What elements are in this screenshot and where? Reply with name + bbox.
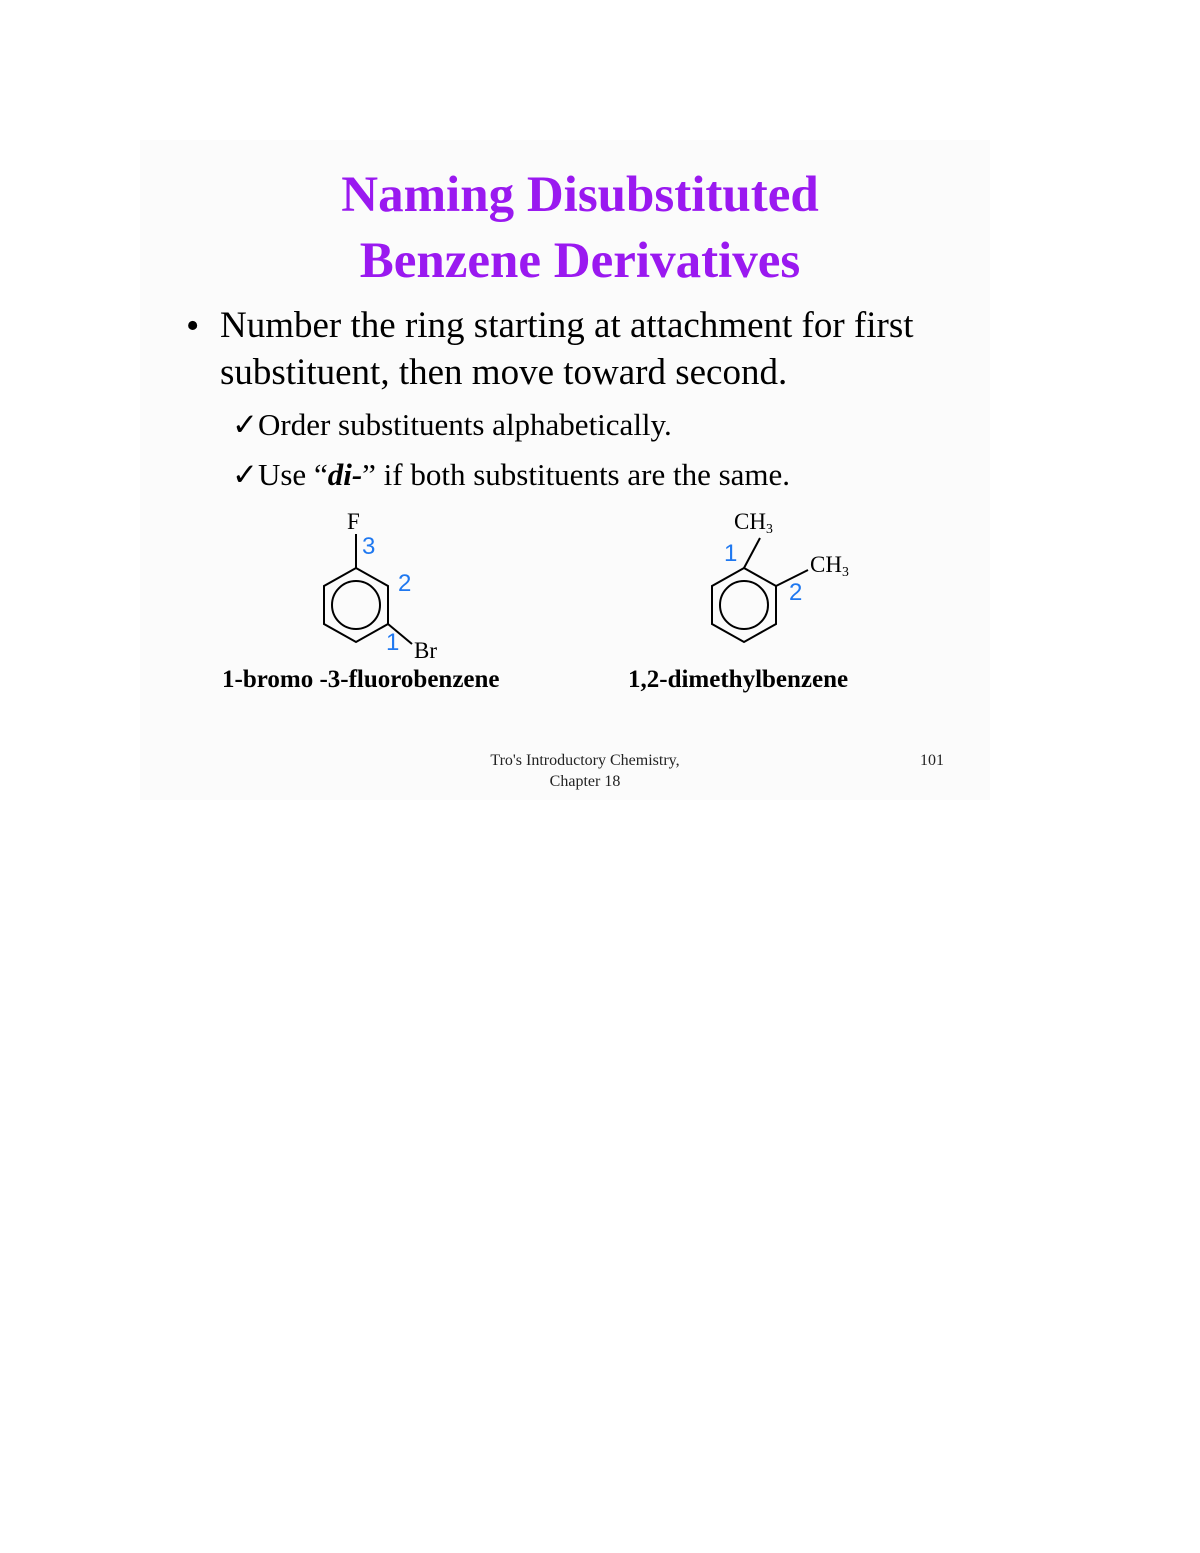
bullet-marker: • [186,305,200,347]
fluorine-label: F [347,509,360,534]
locant-1: 1 [724,540,738,567]
locant-2: 2 [398,570,412,597]
methyl-label-1: $CH_3$ [734,509,773,536]
subpoint-alphabetical-text: Order substituents alphabetically. [257,407,672,442]
di-prefix-emphasis: di- [327,457,363,492]
aromatic-circle-2 [720,581,768,629]
aromatic-circle-1 [332,581,380,629]
check-icon: ✓ [232,457,258,492]
locant-3: 3 [362,533,376,560]
subpoint-di-text-start: Use “ [257,457,328,492]
compound-name-bromofluorobenzene: 1-bromo -3-fluorobenzene [222,666,500,693]
page-number: 101 [920,752,944,769]
footer-chapter: Chapter 18 [549,773,621,790]
locant-2: 2 [789,579,803,606]
methyl-label-2: $CH_3$ [810,552,849,579]
locant-1: 1 [386,629,400,656]
benzene-ring-2 [712,568,776,642]
compound-name-dimethylbenzene: 1,2-dimethylbenzene [628,666,849,693]
check-icon: ✓ [232,407,258,442]
slide-footer [440,750,730,792]
footer-book-title: Tro's Introductory Chemistry, [490,752,680,769]
methyl-bond-1 [744,538,760,568]
subpoint-di-prefix [232,455,790,495]
subpoint-alphabetical [232,405,672,445]
bullet-text-line-1: Number the ring starting at attachment for first [220,305,914,346]
slide-title-line-2: Benzene Derivatives [359,233,801,289]
bromine-label: Br [414,638,437,663]
slide-title-line-1: Naming Disubstituted [341,167,819,223]
dimethylbenzene-structure [690,520,870,670]
subpoint-di-text-end: ” if both substituents are the same. [362,457,791,492]
benzene-ring-1 [324,568,388,642]
bullet-text-line-2: substituent, then move toward second. [220,352,788,393]
